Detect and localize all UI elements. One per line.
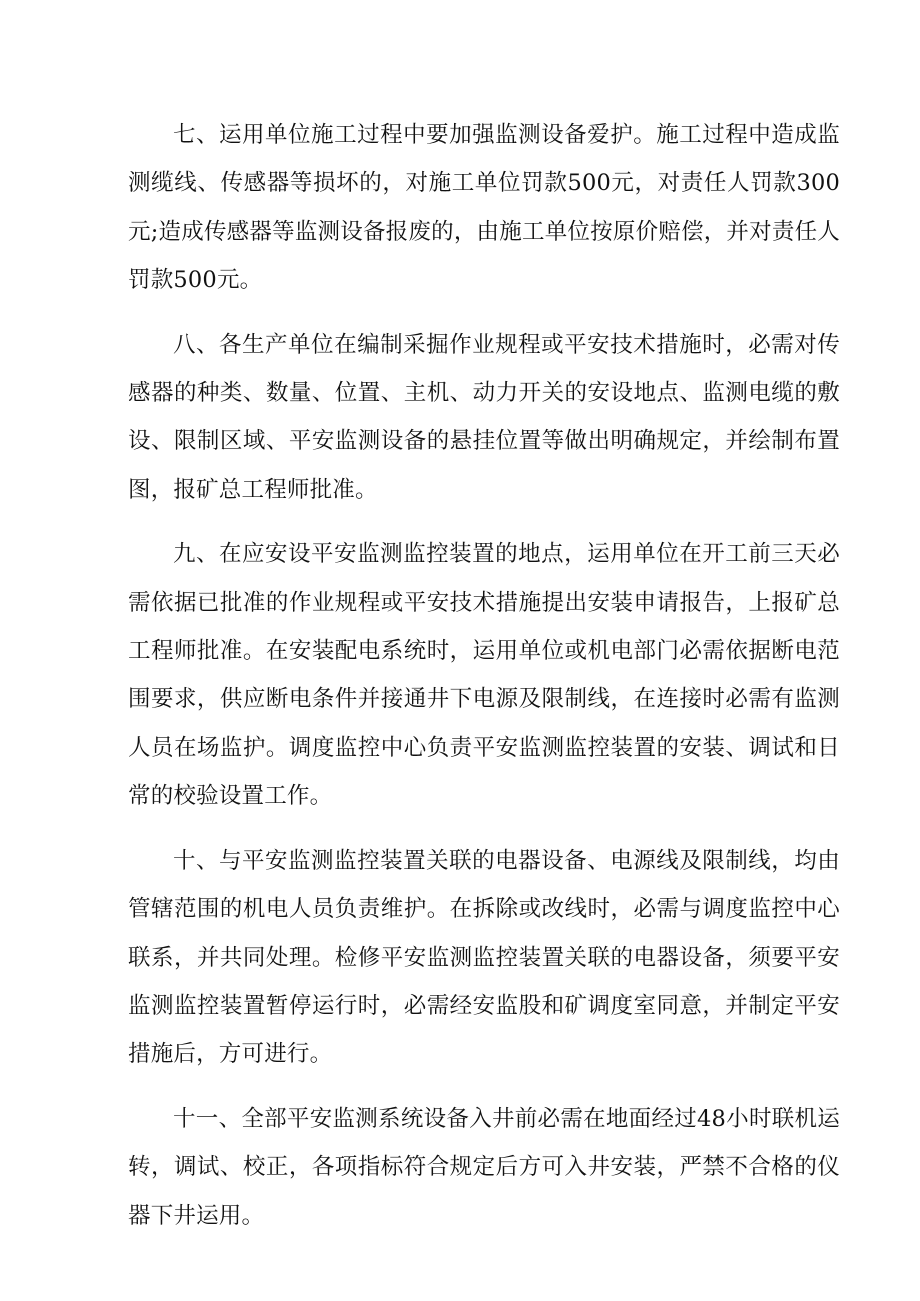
paragraph-article-11: 十一、全部平安监测系统设备入井前必需在地面经过48小时联机运转，调试、校正，各项指标符合规定后方可入井安装，严禁不合格的仪器下井运用。	[128, 1105, 840, 1229]
paragraph-article-7: 七、运用单位施工过程中要加强监测设备爱护。施工过程中造成监测缆线、传感器等损坏的，对施工单位罚款500元，对责任人罚款300元;造成传感器等监测设备报废的，由施工单位按原价赔偿，并对责任人罚款500元。	[128, 122, 840, 294]
paragraph-article-10: 十、与平安监测监控装置关联的电器设备、电源线及限制线，均由管辖范围的机电人员负责维护。在拆除或改线时，必需与调度监控中心联系，并共同处理。检修平安监测监控装置关联的电器设备，须要平安监测监控装置暂停运行时，必需经安监股和矿调度室同意，并制定平安措施后，方可进行。	[128, 847, 840, 1068]
document-body	[128, 111, 840, 1256]
paragraph-article-9: 九、在应安设平安监测监控装置的地点，运用单位在开工前三天必需依据已批准的作业规程或平安技术措施提出安装申请报告，上报矿总工程师批准。在安装配电系统时，运用单位或机电部门必需依据断电范围要求，供应断电条件并接通井下电源及限制线，在连接时必需有监测人员在场监护。调度监控中心负责平安监测监控装置的安装、调试和日常的校验设置工作。	[128, 541, 840, 810]
paragraph-article-8: 八、各生产单位在编制采掘作业规程或平安技术措施时，必需对传感器的种类、数量、位置、主机、动力开关的安设地点、监测电缆的敷设、限制区域、平安监测设备的悬挂位置等做出明确规定，并绘制布置图，报矿总工程师批准。	[128, 331, 840, 503]
